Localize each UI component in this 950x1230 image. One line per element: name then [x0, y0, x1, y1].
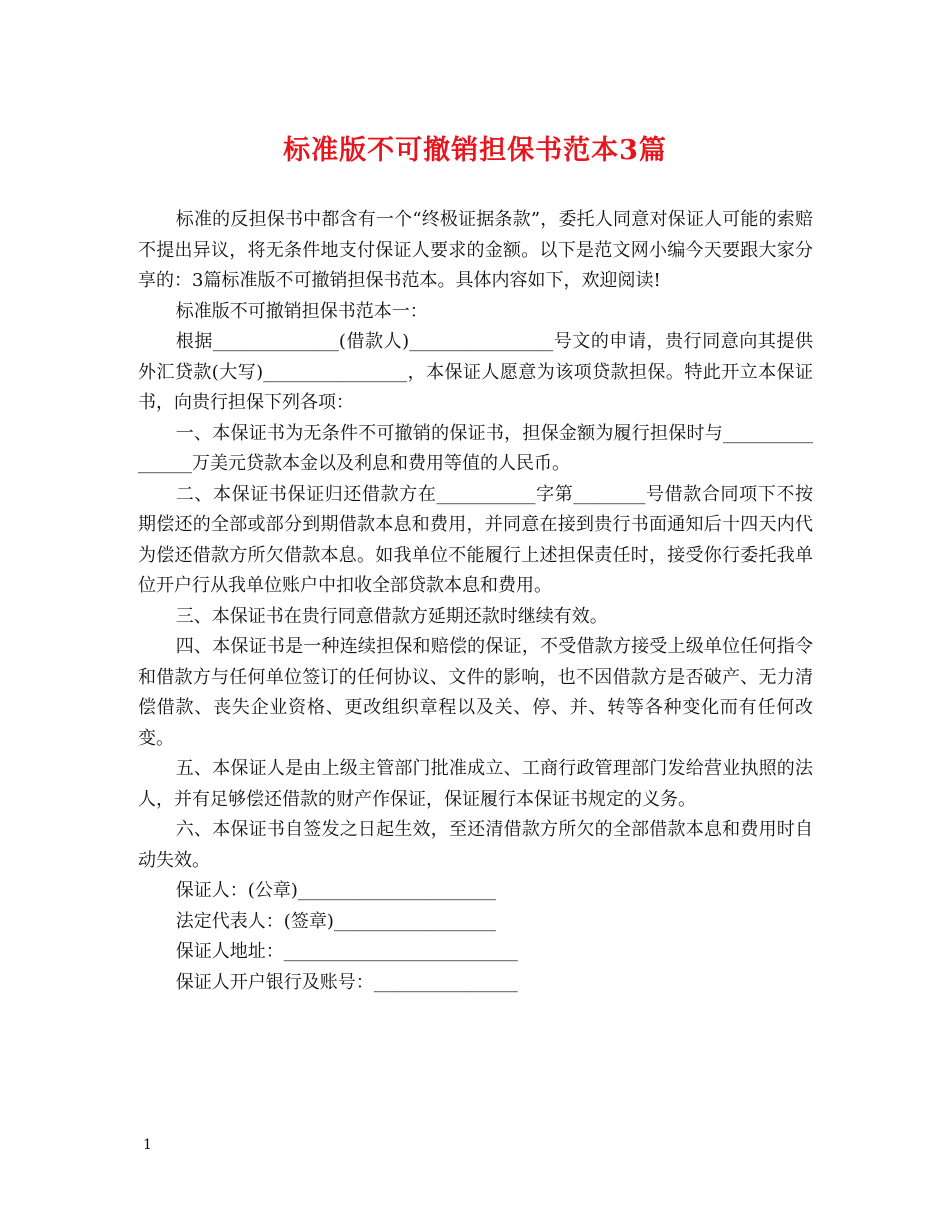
guarantor-bank-account-line: 保证人开户银行及账号：________________ — [175, 971, 518, 993]
intro-paragraph: 标准的反担保书中都含有一个“终极证据条款”，委托人同意对保证人可能的索赔不提出异议，将无条件地支付保证人要求的金额。以下是范文网小编今天要跟大家分享的：3篇标准版不可撤销担保书范本。具体内容如下，欢迎阅读! — [138, 209, 813, 291]
application-paragraph: 根据______________(借款人)________________号文的申请，贵行同意向其提供外汇贷款(大写)________________，本保证人愿意为该项贷款担保。特此开立本保证书，向贵行担保下列各项： — [138, 331, 813, 413]
guarantor-address-line: 保证人地址：__________________________ — [175, 941, 518, 962]
clause-4: 四、本保证书是一种连续担保和赔偿的保证，不受借款方接受上级单位任何指令和借款方与任何单位签订的任何协议、文件的影响，也不因借款方是否破产、无力清偿借款、丧失企业资格、更改组织章程以及关、停、并、转等各种变化而有任何改变。 — [138, 636, 813, 749]
clause-1: 一、本保证书为无条件不可撤销的保证书，担保金额为履行担保时与________________万美元贷款本金以及利息和费用等值的人民币。 — [138, 422, 813, 474]
page-number: 1 — [143, 1137, 152, 1153]
legal-representative-line: 法定代表人：(签章)__________________ — [175, 910, 496, 932]
clause-3: 三、本保证书在贵行同意借款方延期还款时继续有效。 — [175, 605, 608, 627]
guarantor-seal-line: 保证人：(公章)______________________ — [175, 880, 496, 901]
clause-2: 二、本保证书保证归还借款方在___________字第________号借款合同项下不按期偿还的全部或部分到期借款本息和费用，并同意在接到贵行书面通知后十四天内代为偿还借款方所欠借款本息。如我单位不能履行上述担保责任时，接受你行委托我单位开户行从我单位账户中扣收全部贷款本息和费用。 — [138, 483, 813, 596]
sample-heading: 标准版不可撤销担保书范本一： — [175, 300, 428, 322]
document-body — [138, 205, 813, 998]
clause-5: 五、本保证人是由上级主管部门批准成立、工商行政管理部门发给营业执照的法人，并有足够偿还借款的财产作保证，保证履行本保证书规定的义务。 — [138, 758, 813, 810]
document-title: 标准版不可撤销担保书范本3篇 — [283, 135, 667, 166]
clause-6: 六、本保证书自签发之日起生效，至还清借款方所欠的全部借款本息和费用时自动失效。 — [138, 819, 813, 871]
